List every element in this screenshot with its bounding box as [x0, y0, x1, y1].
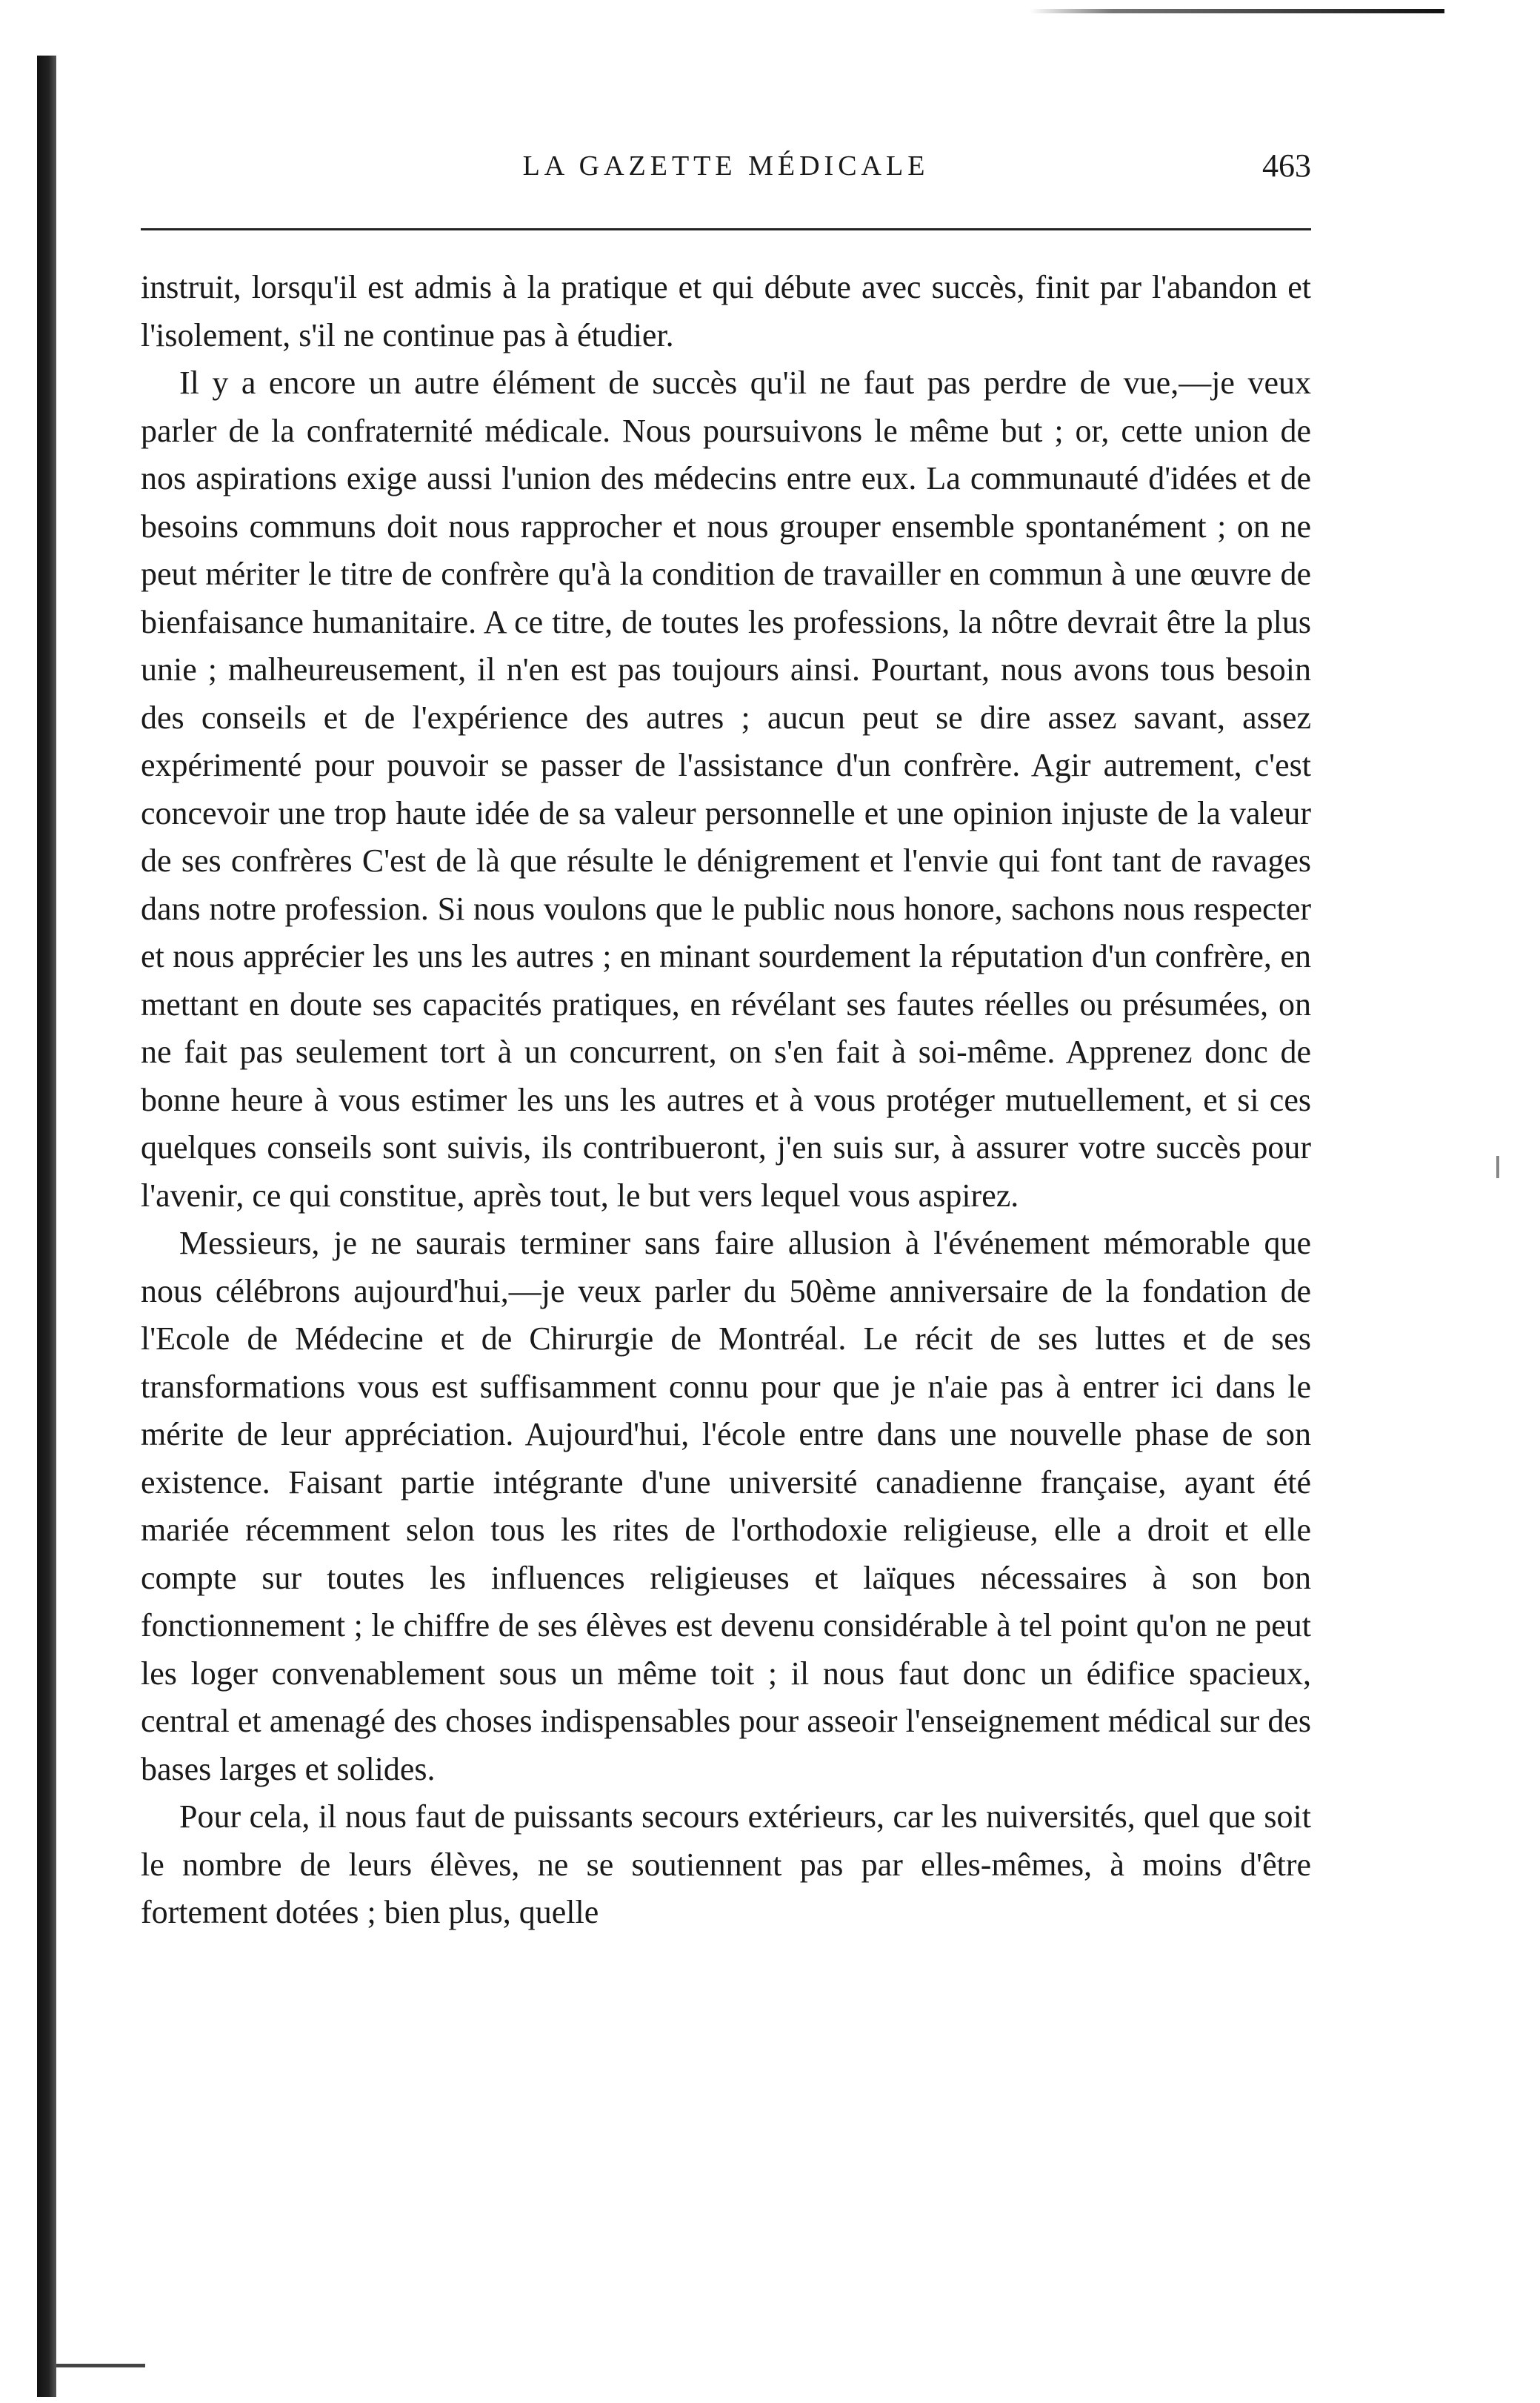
paragraph-continued: instruit, lorsqu'il est admis à la pratique et qui débute avec succès, finit par l'abandon et l'isolement, s'il ne continue pas à étudier.	[141, 269, 1311, 353]
scan-corner-mark	[56, 2364, 145, 2367]
header-rule	[141, 228, 1311, 230]
body-text	[141, 264, 1311, 1937]
paragraph-anniversary: Messieurs, je ne saurais terminer sans faire allusion à l'événement mémorable que nous célébrons aujourd'hui,—je veux parler du 50ème anniversaire de la fondation de l'Ecole de Médecine et de Chirurgie de Montréal. Le récit de ses luttes et de ses transformations vous est suffisamment connu pour que je n'aie pas à entrer ici dans le mérite de leur appréciation. Aujourd'hui, l'école entre dans une nouvelle phase de son existence. Faisant partie intégrante d'une université canadienne française, ayant été mariée récemment selon tous les rites de l'orthodoxie religieuse, elle a droit et elle compte sur toutes les influences religieuses et laïques nécessaires à son bon fonctionnement ; le chiffre de ses élèves est devenu considérable à tel point qu'on ne peut les loger convenablement sous un même toit ; il nous faut donc un édifice spacieux, central et amenagé des choses indispensables pour asseoir l'enseignement médical sur des bases larges et solides.	[141, 1225, 1311, 1787]
paragraph-confraternity: Il y a encore un autre élément de succès qu'il ne faut pas perdre de vue,—je veux parler de la confraternité médicale. Nous poursuivons le même but ; or, cette union de nos aspirations exige aussi l'union des médecins entre eux. La communauté d'idées et de besoins communs doit nous rapprocher et nous grouper ensemble spontanément ; on ne peut mériter le titre de confrère qu'à la condition de travailler en commun à une œuvre de bienfaisance humanitaire. A ce titre, de toutes les professions, la nôtre devrait être la plus unie ; malheureusement, il n'en est pas toujours ainsi. Pourtant, nous avons tous besoin des conseils et de l'expérience des autres ; aucun peut se dire assez savant, assez expérimenté pour pouvoir se passer de l'assistance d'un confrère. Agir autrement, c'est concevoir une trop haute idée de sa valeur personnelle et une opinion injuste de la valeur de ses confrères C'est de là que résulte le dénigrement et l'envie qui font tant de ravages dans notre profession. Si nous voulons que le public nous honore, sachons nous respecter et nous apprécier les uns les autres ; en minant sourdement la réputation d'un confrère, en mettant en doute ses capacités pratiques, en révélant ses fautes réelles ou présumées, on ne fait pas seulement tort à un concurrent, on s'en fait à soi-même. Apprenez donc de bonne heure à vous estimer les uns les autres et à vous protéger mutuellement, et si ces quelques conseils sont suivis, ils contribueront, j'en suis sur, à assurer votre succès pour l'avenir, ce qui constitue, après tout, le but vers lequel vous aspirez.	[141, 365, 1311, 1214]
page-number: 463	[1262, 147, 1311, 184]
running-header	[141, 147, 1311, 191]
running-title: LA GAZETTE MÉDICALE	[522, 150, 930, 182]
paragraph-support: Pour cela, il nous faut de puissants secours extérieurs, car les nuiversités, quel que soit le nombre de leurs élèves, ne se soutiennent pas par elles-mêmes, à moins d'être fortement dotées ; bien plus, quelle	[141, 1798, 1311, 1930]
scan-top-edge-mark	[1030, 9, 1444, 13]
scan-speck	[1496, 1156, 1499, 1178]
scan-binding-shadow	[37, 56, 56, 2397]
